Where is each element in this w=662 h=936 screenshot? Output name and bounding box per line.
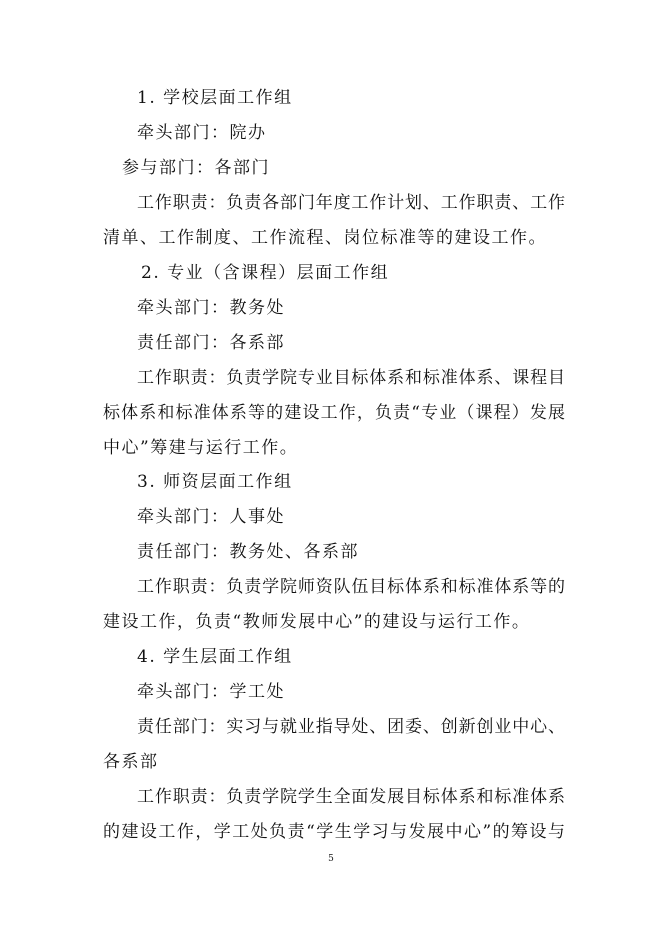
responsible-department-line: 责任部门：各系部 <box>137 333 285 353</box>
participating-department-line: 参与部门：各部门 <box>122 158 270 178</box>
paragraph-continuation-line: 建设工作，负责“教师发展中心”的建设与运行工作。 <box>103 612 531 632</box>
section-heading-school-level: 1. 学校层面工作组 <box>137 88 293 108</box>
lead-department-line: 牵头部门：院办 <box>137 123 267 143</box>
responsibility-line: 工作职责：负责学院专业目标体系和标准体系、课程目 <box>137 368 565 388</box>
paragraph-continuation-line: 清单、工作制度、工作流程、岗位标准等的建设工作。 <box>103 228 547 248</box>
responsible-department-line: 责任部门：教务处、各系部 <box>137 542 359 562</box>
page-number: 5 <box>328 854 334 864</box>
paragraph-continuation-line: 标体系和标准体系等的建设工作，负责“专业（课程）发展 <box>103 403 565 423</box>
lead-department-line: 牵头部门：学工处 <box>137 682 285 702</box>
lead-department-line: 牵头部门：教务处 <box>137 298 285 318</box>
paragraph-continuation-line: 中心”筹建与运行工作。 <box>103 438 299 458</box>
section-heading-student-level: 4. 学生层面工作组 <box>137 647 293 667</box>
paragraph-continuation-line: 的建设工作，学工处负责“学生学习与发展中心”的筹设与 <box>103 822 565 842</box>
responsibility-line: 工作职责：负责各部门年度工作计划、工作职责、工作 <box>137 193 565 213</box>
lead-department-line: 牵头部门：人事处 <box>137 507 285 527</box>
paragraph-continuation-line: 各系部 <box>103 752 159 772</box>
responsible-department-line: 责任部门：实习与就业指导处、团委、创新创业中心、 <box>137 717 565 737</box>
responsibility-line: 工作职责：负责学院学生全面发展目标体系和标准体系 <box>137 787 565 807</box>
section-heading-major-level: 2. 专业（含课程）层面工作组 <box>141 263 390 283</box>
section-heading-faculty-level: 3. 师资层面工作组 <box>137 472 293 492</box>
responsibility-line: 工作职责：负责学院师资队伍目标体系和标准体系等的 <box>137 577 565 597</box>
